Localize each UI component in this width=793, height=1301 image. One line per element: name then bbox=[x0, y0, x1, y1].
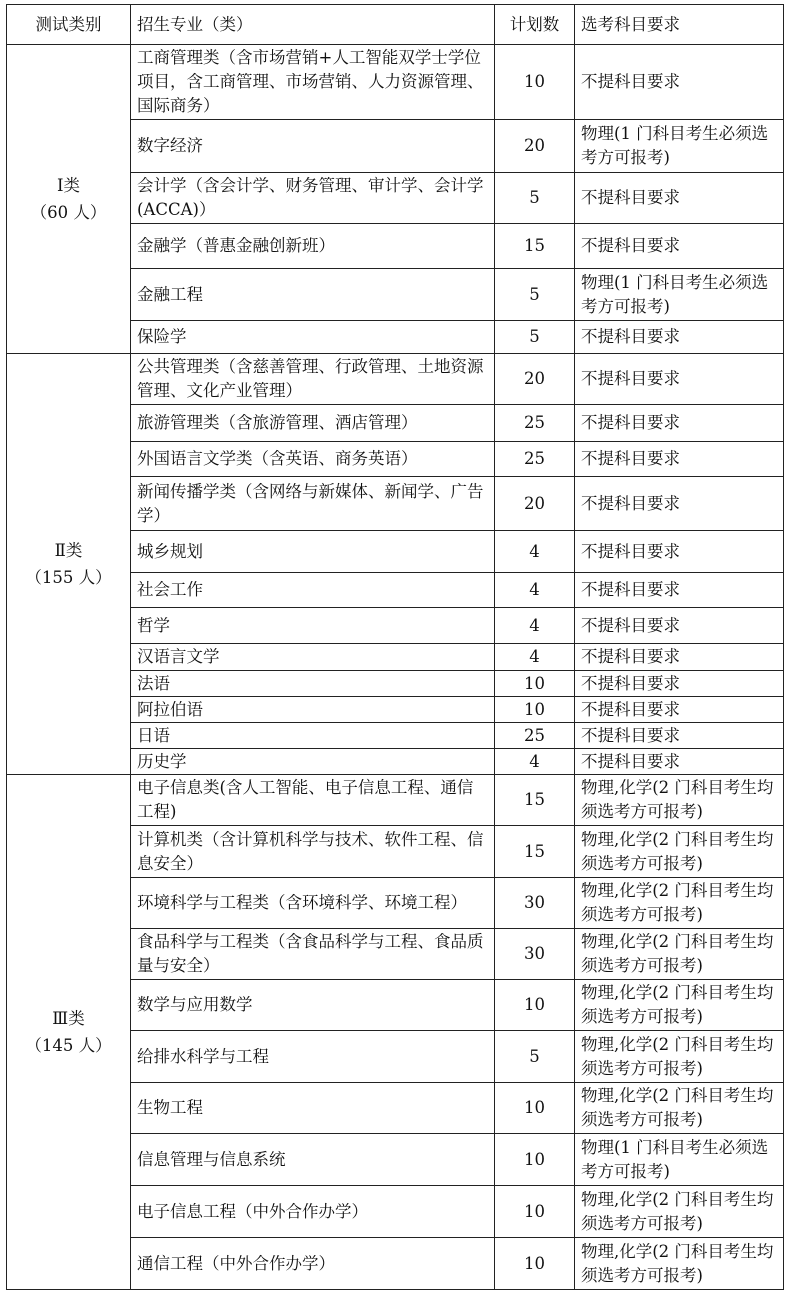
requirement-cell: 不提科目要求 bbox=[575, 531, 784, 573]
requirement-cell: 不提科目要求 bbox=[575, 644, 784, 671]
major-cell: 电子信息类(含人工智能、电子信息工程、通信工程) bbox=[131, 775, 495, 826]
header-requirement: 选考科目要求 bbox=[575, 5, 784, 45]
plan-count-cell: 10 bbox=[495, 1134, 575, 1186]
plan-count-cell: 10 bbox=[495, 45, 575, 120]
requirement-cell: 不提科目要求 bbox=[575, 45, 784, 120]
plan-count-cell: 15 bbox=[495, 224, 575, 269]
requirement-cell: 不提科目要求 bbox=[575, 697, 784, 723]
plan-count-cell: 20 bbox=[495, 477, 575, 531]
requirement-cell: 物理,化学(2 门科目考生均须选考方可报考) bbox=[575, 1186, 784, 1238]
plan-count-cell: 5 bbox=[495, 269, 575, 321]
major-cell: 外国语言文学类（含英语、商务英语） bbox=[131, 442, 495, 477]
enrollment-table-container bbox=[6, 4, 784, 1290]
plan-count-cell: 4 bbox=[495, 749, 575, 775]
plan-count-cell: 25 bbox=[495, 723, 575, 749]
major-cell: 城乡规划 bbox=[131, 531, 495, 573]
requirement-cell: 物理,化学(2 门科目考生均须选考方可报考) bbox=[575, 980, 784, 1031]
plan-count-cell: 10 bbox=[495, 1186, 575, 1238]
major-cell: 数学与应用数学 bbox=[131, 980, 495, 1031]
requirement-cell: 物理,化学(2 门科目考生均须选考方可报考) bbox=[575, 826, 784, 878]
major-cell: 数字经济 bbox=[131, 120, 495, 173]
plan-count-cell: 10 bbox=[495, 1238, 575, 1290]
requirement-cell: 不提科目要求 bbox=[575, 573, 784, 608]
table-row bbox=[7, 775, 784, 826]
requirement-cell: 物理,化学(2 门科目考生均须选考方可报考) bbox=[575, 1083, 784, 1134]
category-count: （60 人） bbox=[30, 203, 107, 222]
requirement-cell: 不提科目要求 bbox=[575, 608, 784, 644]
requirement-cell: 不提科目要求 bbox=[575, 405, 784, 442]
plan-count-cell: 15 bbox=[495, 826, 575, 878]
category-count: （155 人） bbox=[25, 568, 112, 587]
plan-count-cell: 20 bbox=[495, 120, 575, 173]
major-cell: 计算机类（含计算机科学与技术、软件工程、信息安全） bbox=[131, 826, 495, 878]
requirement-cell: 物理,化学(2 门科目考生均须选考方可报考) bbox=[575, 1238, 784, 1290]
header-plan: 计划数 bbox=[495, 5, 575, 45]
table-row bbox=[7, 45, 784, 120]
major-cell: 日语 bbox=[131, 723, 495, 749]
plan-count-cell: 15 bbox=[495, 775, 575, 826]
major-cell: 历史学 bbox=[131, 749, 495, 775]
plan-count-cell: 25 bbox=[495, 405, 575, 442]
header-major: 招生专业（类） bbox=[131, 5, 495, 45]
major-cell: 金融工程 bbox=[131, 269, 495, 321]
major-cell: 汉语言文学 bbox=[131, 644, 495, 671]
plan-count-cell: 4 bbox=[495, 573, 575, 608]
major-cell: 给排水科学与工程 bbox=[131, 1031, 495, 1083]
header-row bbox=[7, 5, 784, 45]
plan-count-cell: 4 bbox=[495, 608, 575, 644]
requirement-cell: 物理(1 门科目考生必须选考方可报考) bbox=[575, 120, 784, 173]
requirement-cell: 物理,化学(2 门科目考生均须选考方可报考) bbox=[575, 929, 784, 980]
plan-count-cell: 20 bbox=[495, 354, 575, 405]
major-cell: 保险学 bbox=[131, 321, 495, 354]
table-row bbox=[7, 354, 784, 405]
plan-count-cell: 4 bbox=[495, 531, 575, 573]
enrollment-plan-table bbox=[6, 4, 784, 1290]
category-cell bbox=[7, 775, 131, 1290]
major-cell: 哲学 bbox=[131, 608, 495, 644]
major-cell: 食品科学与工程类（含食品科学与工程、食品质量与安全） bbox=[131, 929, 495, 980]
requirement-cell: 物理,化学(2 门科目考生均须选考方可报考) bbox=[575, 878, 784, 929]
plan-count-cell: 5 bbox=[495, 1031, 575, 1083]
category-name: Ⅰ类 bbox=[56, 176, 81, 195]
requirement-cell: 不提科目要求 bbox=[575, 671, 784, 697]
plan-count-cell: 30 bbox=[495, 878, 575, 929]
plan-count-cell: 10 bbox=[495, 980, 575, 1031]
plan-count-cell: 5 bbox=[495, 173, 575, 224]
requirement-cell: 不提科目要求 bbox=[575, 723, 784, 749]
major-cell: 公共管理类（含慈善管理、行政管理、土地资源管理、文化产业管理） bbox=[131, 354, 495, 405]
plan-count-cell: 30 bbox=[495, 929, 575, 980]
requirement-cell: 不提科目要求 bbox=[575, 224, 784, 269]
major-cell: 法语 bbox=[131, 671, 495, 697]
category-count: （145 人） bbox=[25, 1036, 112, 1055]
requirement-cell: 不提科目要求 bbox=[575, 321, 784, 354]
requirement-cell: 物理,化学(2 门科目考生均须选考方可报考) bbox=[575, 775, 784, 826]
major-cell: 环境科学与工程类（含环境科学、环境工程） bbox=[131, 878, 495, 929]
plan-count-cell: 5 bbox=[495, 321, 575, 354]
category-cell bbox=[7, 45, 131, 354]
major-cell: 社会工作 bbox=[131, 573, 495, 608]
major-cell: 新闻传播学类（含网络与新媒体、新闻学、广告学） bbox=[131, 477, 495, 531]
category-cell bbox=[7, 354, 131, 775]
major-cell: 旅游管理类（含旅游管理、酒店管理） bbox=[131, 405, 495, 442]
major-cell: 工商管理类（含市场营销+人工智能双学士学位项目，含工商管理、市场营销、人力资源管理、国际商务） bbox=[131, 45, 495, 120]
requirement-cell: 不提科目要求 bbox=[575, 173, 784, 224]
major-cell: 会计学（含会计学、财务管理、审计学、会计学(ACCA)） bbox=[131, 173, 495, 224]
major-cell: 通信工程（中外合作办学） bbox=[131, 1238, 495, 1290]
major-cell: 电子信息工程（中外合作办学） bbox=[131, 1186, 495, 1238]
table-body bbox=[7, 5, 784, 1290]
category-name: Ⅱ类 bbox=[54, 541, 83, 560]
plan-count-cell: 10 bbox=[495, 697, 575, 723]
requirement-cell: 物理,化学(2 门科目考生均须选考方可报考) bbox=[575, 1031, 784, 1083]
plan-count-cell: 10 bbox=[495, 671, 575, 697]
requirement-cell: 不提科目要求 bbox=[575, 442, 784, 477]
requirement-cell: 不提科目要求 bbox=[575, 477, 784, 531]
requirement-cell: 物理(1 门科目考生必须选考方可报考) bbox=[575, 269, 784, 321]
major-cell: 阿拉伯语 bbox=[131, 697, 495, 723]
category-name: Ⅲ类 bbox=[52, 1009, 85, 1028]
plan-count-cell: 10 bbox=[495, 1083, 575, 1134]
requirement-cell: 不提科目要求 bbox=[575, 749, 784, 775]
requirement-cell: 物理(1 门科目考生必须选考方可报考) bbox=[575, 1134, 784, 1186]
plan-count-cell: 4 bbox=[495, 644, 575, 671]
major-cell: 生物工程 bbox=[131, 1083, 495, 1134]
major-cell: 金融学（普惠金融创新班） bbox=[131, 224, 495, 269]
requirement-cell: 不提科目要求 bbox=[575, 354, 784, 405]
major-cell: 信息管理与信息系统 bbox=[131, 1134, 495, 1186]
header-category: 测试类别 bbox=[7, 5, 131, 45]
plan-count-cell: 25 bbox=[495, 442, 575, 477]
